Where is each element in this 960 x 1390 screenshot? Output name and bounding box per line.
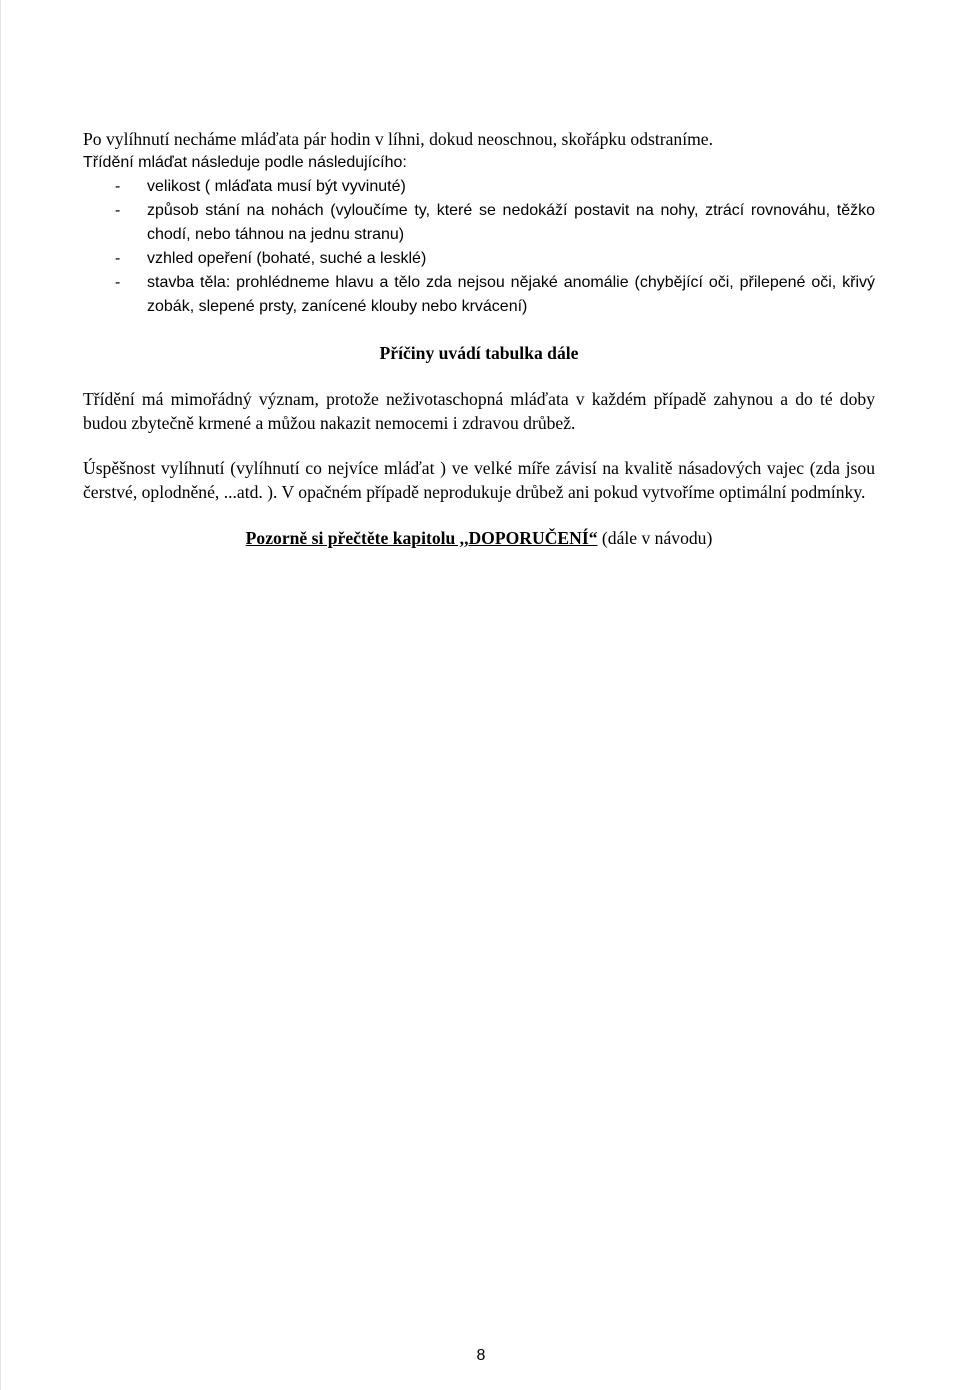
list-item-text: stavba těla: prohlédneme hlavu a tělo zda nejsou nějaké anomálie (chybějící oči, přilepené oči, křivý zobák, slepené prsty, zanícené klouby nebo krvácení) — [147, 274, 875, 315]
intro-line-1: Po vylíhnutí necháme mláďata pár hodin v líhni, dokud neoschnou, skořápku odstraníme. — [83, 129, 713, 149]
paragraph-importance: Třídění má mimořádný význam, protože neživotaschopná mláďata v každém případě zahynou a do té doby budou zbytečně krmené a můžou nakazit nemocemi i zdravou drůbež. — [83, 389, 875, 433]
list-dash: - — [115, 178, 121, 195]
page-number: 8 — [476, 1347, 486, 1364]
list-item — [83, 199, 875, 247]
list-item — [83, 175, 875, 199]
paragraph-success: Úspěšnost vylíhnutí (vylíhnutí co nejvíce mláďat ) ve velké míře závisí na kvalitě násadových vajec (zda jsou čerstvé, oplodněné, ...atd. ). V opačném případě neprodukuje drůbež ani pokud vytvoříme optimální podmínky. — [83, 458, 875, 502]
list-item-text: velikost ( mláďata musí být vyvinuté) — [147, 178, 406, 195]
sorting-criteria-list — [83, 175, 875, 319]
list-item-text: způsob stání na nohách (vyloučíme ty, které se nedokáží postavit na nohy, ztrácí rovnováhu, těžko chodí, nebo táhnou na jednu stranu) — [147, 202, 875, 243]
list-dash: - — [115, 274, 121, 291]
list-dash: - — [115, 250, 121, 267]
list-item — [83, 247, 875, 271]
notice-emphasis: Pozorně si přečtěte kapitolu ,,DOPORUČENÍ“ — [245, 528, 598, 548]
page-content — [83, 127, 875, 550]
intro-line-2: Třídění mláďat následuje podle následujícího: — [83, 154, 407, 171]
notice-rest: (dále v návodu) — [597, 528, 713, 548]
list-item-text: vzhled opeření (bohaté, suché a lesklé) — [147, 250, 427, 267]
section-heading: Příčiny uvádí tabulka dále — [379, 343, 579, 363]
list-dash: - — [115, 202, 121, 219]
recommendation-notice — [83, 526, 875, 550]
list-item — [83, 271, 875, 319]
